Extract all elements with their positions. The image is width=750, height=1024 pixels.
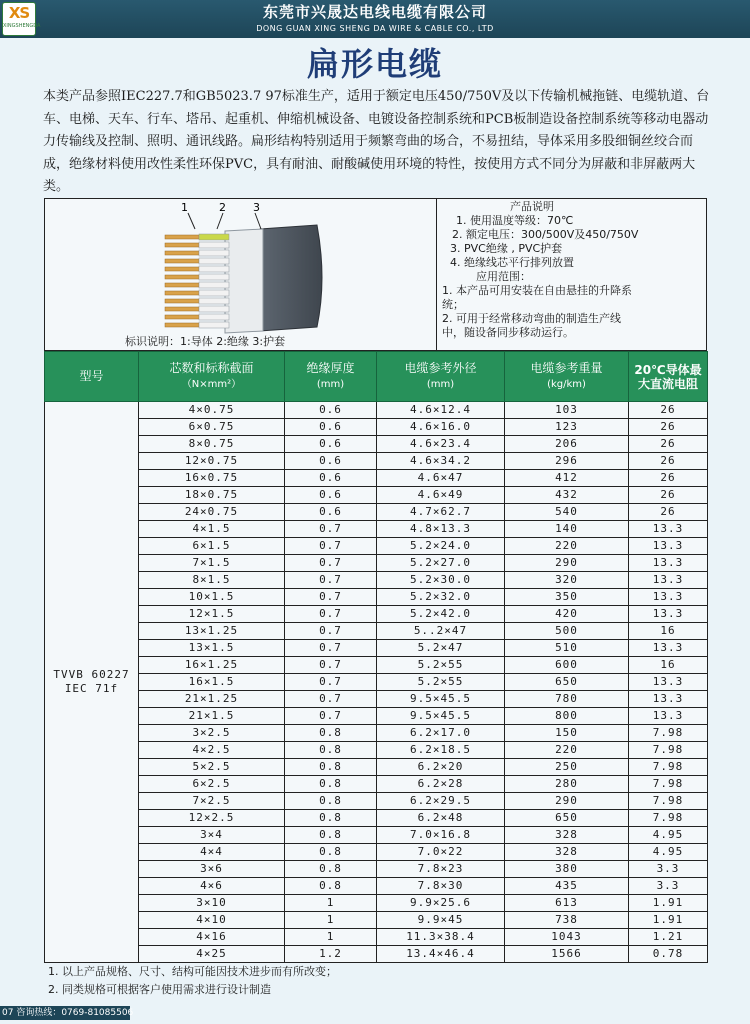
cell-diameter: 5.2×47 bbox=[377, 640, 505, 657]
page-title: 扁形电缆 bbox=[306, 45, 443, 83]
cell-diameter: 11.3×38.4 bbox=[377, 929, 505, 946]
cell-diameter: 5..2×47 bbox=[377, 623, 505, 640]
col-header-weight: 电缆参考重量 (kg/km) bbox=[505, 352, 629, 402]
cell-weight: 432 bbox=[505, 487, 629, 504]
cell-resistance: 13.3 bbox=[629, 691, 708, 708]
cell-resistance: 13.3 bbox=[629, 708, 708, 725]
cell-diameter: 4.8×13.3 bbox=[377, 521, 505, 538]
cell-resistance: 13.3 bbox=[629, 589, 708, 606]
cell-resistance: 16 bbox=[629, 623, 708, 640]
cell-cores: 5×2.5 bbox=[139, 759, 285, 776]
cell-insulation: 0.7 bbox=[285, 555, 377, 572]
cell-weight: 650 bbox=[505, 810, 629, 827]
cell-diameter: 5.2×55 bbox=[377, 657, 505, 674]
cell-weight: 435 bbox=[505, 878, 629, 895]
cell-insulation: 0.7 bbox=[285, 606, 377, 623]
cell-cores: 12×0.75 bbox=[139, 453, 285, 470]
cell-insulation: 0.6 bbox=[285, 453, 377, 470]
cell-weight: 320 bbox=[505, 572, 629, 589]
cell-cores: 8×0.75 bbox=[139, 436, 285, 453]
cell-weight: 280 bbox=[505, 776, 629, 793]
insulation-shape bbox=[225, 229, 263, 333]
cell-weight: 250 bbox=[505, 759, 629, 776]
cell-resistance: 1.91 bbox=[629, 895, 708, 912]
cell-cores: 10×1.5 bbox=[139, 589, 285, 606]
cell-resistance: 13.3 bbox=[629, 555, 708, 572]
cell-cores: 3×10 bbox=[139, 895, 285, 912]
cell-diameter: 4.6×47 bbox=[377, 470, 505, 487]
cell-resistance: 13.3 bbox=[629, 572, 708, 589]
table-row bbox=[45, 623, 708, 640]
table-row bbox=[45, 691, 708, 708]
insulated-core bbox=[199, 282, 229, 288]
cell-insulation: 1.2 bbox=[285, 946, 377, 963]
cell-diameter: 5.2×32.0 bbox=[377, 589, 505, 606]
col-header-cores: 芯数和标称截面 （N×mm²） bbox=[139, 352, 285, 402]
insulated-core bbox=[199, 314, 229, 320]
insulated-core bbox=[199, 242, 229, 248]
cell-cores: 3×4 bbox=[139, 827, 285, 844]
callout-line-2 bbox=[217, 213, 223, 229]
cell-resistance: 3.3 bbox=[629, 861, 708, 878]
cell-cores: 3×6 bbox=[139, 861, 285, 878]
table-row bbox=[45, 895, 708, 912]
callout-line-1 bbox=[188, 213, 195, 229]
conductor-strand bbox=[165, 307, 199, 311]
cable-diagram bbox=[45, 199, 437, 335]
cell-resistance: 13.3 bbox=[629, 606, 708, 623]
cell-weight: 103 bbox=[505, 402, 629, 419]
cell-cores: 4×4 bbox=[139, 844, 285, 861]
cell-cores: 4×25 bbox=[139, 946, 285, 963]
cell-diameter: 9.5×45.5 bbox=[377, 691, 505, 708]
table-row bbox=[45, 776, 708, 793]
cell-weight: 420 bbox=[505, 606, 629, 623]
table-row bbox=[45, 555, 708, 572]
cell-insulation: 0.8 bbox=[285, 776, 377, 793]
cell-cores: 7×1.5 bbox=[139, 555, 285, 572]
cell-weight: 290 bbox=[505, 555, 629, 572]
cell-weight: 206 bbox=[505, 436, 629, 453]
table-row bbox=[45, 572, 708, 589]
table-row bbox=[45, 946, 708, 963]
table-row bbox=[45, 759, 708, 776]
insulated-core bbox=[199, 234, 229, 240]
cell-diameter: 7.0×22 bbox=[377, 844, 505, 861]
diagram-legend: 标识说明：1:导体 2:绝缘 3:护套 bbox=[125, 335, 286, 348]
cell-weight: 140 bbox=[505, 521, 629, 538]
company-name-en: DONG GUAN XING SHENG DA WIRE & CABLE CO., LTD bbox=[256, 24, 494, 33]
conductor-strand bbox=[165, 315, 199, 319]
table-row bbox=[45, 793, 708, 810]
table-row bbox=[45, 640, 708, 657]
cell-resistance: 26 bbox=[629, 402, 708, 419]
product-info-box bbox=[44, 198, 707, 351]
cell-insulation: 0.7 bbox=[285, 640, 377, 657]
footnote: 1. 以上产品规格、尺寸、结构可能因技术进步而有所改变； bbox=[48, 965, 337, 978]
table-row bbox=[45, 436, 708, 453]
table-row bbox=[45, 589, 708, 606]
table-row bbox=[45, 878, 708, 895]
conductor-strand bbox=[165, 283, 199, 287]
cell-cores: 4×0.75 bbox=[139, 402, 285, 419]
cell-cores: 13×1.25 bbox=[139, 623, 285, 640]
cell-diameter: 6.2×18.5 bbox=[377, 742, 505, 759]
cell-insulation: 0.8 bbox=[285, 827, 377, 844]
cell-insulation: 0.6 bbox=[285, 402, 377, 419]
cell-resistance: 3.3 bbox=[629, 878, 708, 895]
conductor-strand bbox=[165, 275, 199, 279]
conductor-strand bbox=[165, 291, 199, 295]
cell-diameter: 13.4×46.4 bbox=[377, 946, 505, 963]
table-row bbox=[45, 657, 708, 674]
cell-insulation: 0.7 bbox=[285, 657, 377, 674]
cell-insulation: 0.8 bbox=[285, 878, 377, 895]
cell-cores: 4×6 bbox=[139, 878, 285, 895]
cell-diameter: 5.2×30.0 bbox=[377, 572, 505, 589]
cell-diameter: 4.6×16.0 bbox=[377, 419, 505, 436]
cell-insulation: 0.7 bbox=[285, 708, 377, 725]
table-row bbox=[45, 487, 708, 504]
table-row bbox=[45, 504, 708, 521]
table-row bbox=[45, 538, 708, 555]
cell-cores: 13×1.5 bbox=[139, 640, 285, 657]
cell-insulation: 0.8 bbox=[285, 844, 377, 861]
cell-cores: 4×16 bbox=[139, 929, 285, 946]
desc-heading: 产品说明 bbox=[510, 200, 554, 213]
cell-cores: 12×1.5 bbox=[139, 606, 285, 623]
cell-diameter: 4.6×34.2 bbox=[377, 453, 505, 470]
cell-resistance: 26 bbox=[629, 504, 708, 521]
cell-diameter: 4.6×12.4 bbox=[377, 402, 505, 419]
insulated-core bbox=[199, 266, 229, 272]
cell-resistance: 26 bbox=[629, 419, 708, 436]
conductor-strand bbox=[165, 251, 199, 255]
cell-weight: 220 bbox=[505, 742, 629, 759]
cell-insulation: 0.6 bbox=[285, 436, 377, 453]
conductor-strand bbox=[165, 235, 199, 239]
desc-line: 统； bbox=[442, 298, 464, 311]
table-row bbox=[45, 606, 708, 623]
cell-resistance: 7.98 bbox=[629, 725, 708, 742]
cell-diameter: 6.2×17.0 bbox=[377, 725, 505, 742]
jacket-shape bbox=[260, 225, 322, 331]
insulated-core bbox=[199, 290, 229, 296]
cell-insulation: 0.7 bbox=[285, 623, 377, 640]
cell-insulation: 1 bbox=[285, 929, 377, 946]
cell-insulation: 0.8 bbox=[285, 742, 377, 759]
company-name-cn: 东莞市兴晟达电线电缆有限公司 bbox=[262, 3, 487, 21]
cell-resistance: 13.3 bbox=[629, 640, 708, 657]
cell-weight: 328 bbox=[505, 844, 629, 861]
spec-table bbox=[44, 351, 708, 963]
model-cell: TVVB 60227 IEC 71f bbox=[45, 402, 139, 963]
cell-insulation: 0.8 bbox=[285, 861, 377, 878]
conductor-strand bbox=[165, 299, 199, 303]
cell-diameter: 7.8×30 bbox=[377, 878, 505, 895]
cell-weight: 540 bbox=[505, 504, 629, 521]
cell-diameter: 5.2×24.0 bbox=[377, 538, 505, 555]
cell-insulation: 0.7 bbox=[285, 674, 377, 691]
cell-resistance: 26 bbox=[629, 453, 708, 470]
cell-resistance: 1.91 bbox=[629, 912, 708, 929]
table-row bbox=[45, 912, 708, 929]
cell-insulation: 0.6 bbox=[285, 419, 377, 436]
callout-line-3 bbox=[255, 213, 261, 229]
cell-weight: 290 bbox=[505, 793, 629, 810]
cell-weight: 350 bbox=[505, 589, 629, 606]
cell-resistance: 7.98 bbox=[629, 759, 708, 776]
cell-resistance: 13.3 bbox=[629, 538, 708, 555]
cell-diameter: 6.2×20 bbox=[377, 759, 505, 776]
cell-cores: 24×0.75 bbox=[139, 504, 285, 521]
cell-diameter: 7.0×16.8 bbox=[377, 827, 505, 844]
cell-weight: 380 bbox=[505, 861, 629, 878]
cell-cores: 16×1.5 bbox=[139, 674, 285, 691]
table-row bbox=[45, 742, 708, 759]
cell-weight: 613 bbox=[505, 895, 629, 912]
table-header-row bbox=[45, 352, 708, 402]
table-row bbox=[45, 725, 708, 742]
conductor-strands bbox=[165, 234, 229, 328]
cell-resistance: 4.95 bbox=[629, 827, 708, 844]
insulated-core bbox=[199, 258, 229, 264]
cell-resistance: 7.98 bbox=[629, 793, 708, 810]
cell-resistance: 26 bbox=[629, 470, 708, 487]
cell-diameter: 7.8×23 bbox=[377, 861, 505, 878]
cell-insulation: 0.7 bbox=[285, 572, 377, 589]
insulated-core bbox=[199, 274, 229, 280]
cell-resistance: 0.78 bbox=[629, 946, 708, 963]
conductor-strand bbox=[165, 259, 199, 263]
footnotes bbox=[48, 963, 337, 999]
desc-line: 应用范围： bbox=[476, 270, 531, 283]
cell-cores: 6×1.5 bbox=[139, 538, 285, 555]
cell-insulation: 0.8 bbox=[285, 725, 377, 742]
cell-diameter: 5.2×42.0 bbox=[377, 606, 505, 623]
col-header-insulation: 绝缘厚度 (mm) bbox=[285, 352, 377, 402]
cell-cores: 6×2.5 bbox=[139, 776, 285, 793]
cell-cores: 18×0.75 bbox=[139, 487, 285, 504]
footnote: 2. 同类规格可根据客户使用需求进行设计制造 bbox=[48, 983, 271, 996]
cell-weight: 780 bbox=[505, 691, 629, 708]
insulated-core bbox=[199, 298, 229, 304]
cell-weight: 220 bbox=[505, 538, 629, 555]
table-row bbox=[45, 453, 708, 470]
cell-diameter: 6.2×28 bbox=[377, 776, 505, 793]
cell-weight: 150 bbox=[505, 725, 629, 742]
col-header-resistance: 20℃导体最大直流电阻 bbox=[629, 352, 708, 402]
insulated-core bbox=[199, 250, 229, 256]
cell-weight: 650 bbox=[505, 674, 629, 691]
cell-insulation: 0.8 bbox=[285, 759, 377, 776]
cell-insulation: 0.8 bbox=[285, 810, 377, 827]
cell-cores: 6×0.75 bbox=[139, 419, 285, 436]
cell-weight: 500 bbox=[505, 623, 629, 640]
desc-line: 3. PVC绝缘 , PVC护套 bbox=[450, 242, 563, 255]
cell-resistance: 7.98 bbox=[629, 810, 708, 827]
table-row bbox=[45, 470, 708, 487]
table-row bbox=[45, 844, 708, 861]
intro-paragraph: 本类产品参照IEC227.7和GB5023.7 97标准生产，适用于额定电压450/750V及以下传输机械拖链、电缆轨道、台车、电梯、天车、行车、塔吊、起重机、伸缩机械设备、电镀设备控制系统和PCB板制造设备控制系统等移动电器动力传输线及控制、照明、通讯线路。扁形结构特别适用于频繁弯曲的场合，不易扭结，导体采用多股细铜丝绞合而成，绝缘材料使用改性柔性环保PVC，具有耐油、耐酸碱使用环境的特性，按使用方式不同分为屏蔽和非屏蔽两大类。 bbox=[43, 89, 710, 194]
cell-cores: 21×1.25 bbox=[139, 691, 285, 708]
desc-line: 2. 可用于经常移动弯曲的制造生产线 bbox=[442, 312, 621, 325]
cell-insulation: 0.6 bbox=[285, 504, 377, 521]
cell-insulation: 1 bbox=[285, 912, 377, 929]
insulated-core bbox=[199, 322, 229, 328]
table-row bbox=[45, 827, 708, 844]
cell-resistance: 7.98 bbox=[629, 742, 708, 759]
cable-diagram-panel bbox=[45, 199, 437, 350]
cell-weight: 412 bbox=[505, 470, 629, 487]
logo-subtext: XINGSHENGDA bbox=[3, 23, 41, 29]
cell-cores: 3×2.5 bbox=[139, 725, 285, 742]
cell-resistance: 13.3 bbox=[629, 521, 708, 538]
cell-cores: 8×1.5 bbox=[139, 572, 285, 589]
cell-insulation: 0.8 bbox=[285, 793, 377, 810]
cell-resistance: 26 bbox=[629, 487, 708, 504]
cell-weight: 600 bbox=[505, 657, 629, 674]
cell-diameter: 5.2×27.0 bbox=[377, 555, 505, 572]
table-row bbox=[45, 810, 708, 827]
header-bar bbox=[0, 0, 750, 38]
cell-diameter: 6.2×48 bbox=[377, 810, 505, 827]
desc-line: 1. 本产品可用安装在自由悬挂的升降系 bbox=[442, 284, 632, 297]
cell-weight: 1566 bbox=[505, 946, 629, 963]
cell-insulation: 0.7 bbox=[285, 538, 377, 555]
cell-diameter: 9.5×45.5 bbox=[377, 708, 505, 725]
table-row bbox=[45, 929, 708, 946]
logo-mark: XS bbox=[8, 4, 30, 22]
cell-resistance: 13.3 bbox=[629, 674, 708, 691]
cell-cores: 12×2.5 bbox=[139, 810, 285, 827]
callout-3: 3 bbox=[253, 201, 260, 214]
cell-cores: 4×1.5 bbox=[139, 521, 285, 538]
cell-diameter: 4.6×23.4 bbox=[377, 436, 505, 453]
table-row bbox=[45, 402, 708, 419]
cell-insulation: 0.7 bbox=[285, 521, 377, 538]
cell-cores: 16×0.75 bbox=[139, 470, 285, 487]
hotline-bar: 07 咨询热线：0769-81085506 bbox=[2, 1008, 134, 1018]
cell-weight: 510 bbox=[505, 640, 629, 657]
cell-cores: 7×2.5 bbox=[139, 793, 285, 810]
cell-insulation: 0.7 bbox=[285, 589, 377, 606]
cell-insulation: 0.6 bbox=[285, 470, 377, 487]
cell-weight: 738 bbox=[505, 912, 629, 929]
cell-insulation: 0.6 bbox=[285, 487, 377, 504]
callout-2: 2 bbox=[219, 201, 226, 214]
cell-resistance: 26 bbox=[629, 436, 708, 453]
desc-line: 2. 额定电压：300/500V及450/750V bbox=[452, 228, 639, 241]
cell-resistance: 7.98 bbox=[629, 776, 708, 793]
col-header-model: 型号 bbox=[45, 352, 139, 402]
desc-line: 4. 绝缘线芯平行排列放置 bbox=[450, 256, 574, 269]
conductor-strand bbox=[165, 323, 199, 327]
cell-cores: 16×1.25 bbox=[139, 657, 285, 674]
cell-cores: 4×10 bbox=[139, 912, 285, 929]
cell-diameter: 9.9×45 bbox=[377, 912, 505, 929]
cell-diameter: 5.2×55 bbox=[377, 674, 505, 691]
cell-weight: 800 bbox=[505, 708, 629, 725]
desc-line: 1. 使用温度等级：70℃ bbox=[456, 214, 574, 227]
cell-weight: 296 bbox=[505, 453, 629, 470]
cell-resistance: 16 bbox=[629, 657, 708, 674]
product-description bbox=[440, 199, 706, 350]
conductor-strand bbox=[165, 267, 199, 271]
table-row bbox=[45, 419, 708, 436]
cell-weight: 328 bbox=[505, 827, 629, 844]
table-row bbox=[45, 708, 708, 725]
cell-weight: 1043 bbox=[505, 929, 629, 946]
cell-diameter: 9.9×25.6 bbox=[377, 895, 505, 912]
cell-insulation: 1 bbox=[285, 895, 377, 912]
insulated-core bbox=[199, 306, 229, 312]
cell-diameter: 4.7×62.7 bbox=[377, 504, 505, 521]
table-row bbox=[45, 861, 708, 878]
cell-resistance: 4.95 bbox=[629, 844, 708, 861]
desc-line: 中，随设备同步移动运行。 bbox=[442, 326, 574, 339]
conductor-strand bbox=[165, 243, 199, 247]
table-row bbox=[45, 521, 708, 538]
cell-diameter: 4.6×49 bbox=[377, 487, 505, 504]
cell-weight: 123 bbox=[505, 419, 629, 436]
cell-cores: 4×2.5 bbox=[139, 742, 285, 759]
cell-diameter: 6.2×29.5 bbox=[377, 793, 505, 810]
cell-resistance: 1.21 bbox=[629, 929, 708, 946]
callout-1: 1 bbox=[181, 201, 188, 214]
cell-cores: 21×1.5 bbox=[139, 708, 285, 725]
cell-insulation: 0.7 bbox=[285, 691, 377, 708]
table-row bbox=[45, 674, 708, 691]
col-header-diameter: 电缆参考外径 (mm) bbox=[377, 352, 505, 402]
